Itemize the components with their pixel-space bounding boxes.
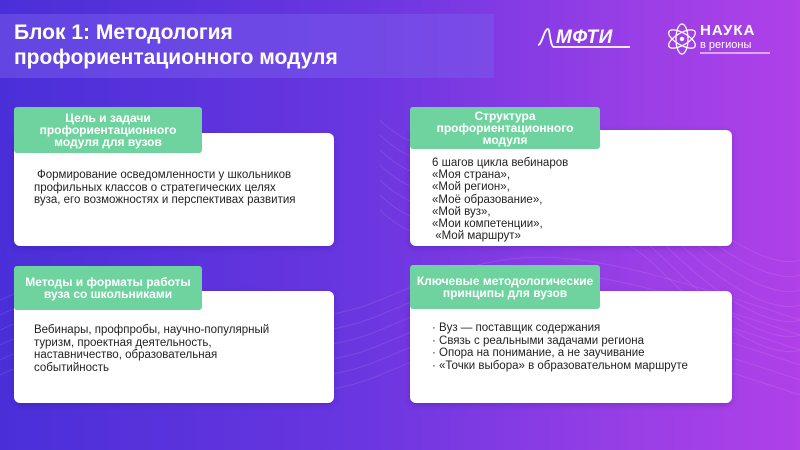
structure-line: «Мой регион»,	[432, 181, 510, 194]
atom-logo-icon	[665, 22, 699, 56]
principles-label: Ключевые методологические принципы для вузов	[410, 265, 600, 309]
principle-item: · Опора на понимание, а не заучивание	[432, 347, 645, 359]
structure-label: Структура профориентационного модуля	[410, 107, 600, 149]
structure-line: 6 шагов цикла вебинаров	[432, 157, 569, 169]
structure-line: «Моё образование»,	[432, 193, 543, 206]
goals-label: Цель и задачи профориентационного модуля для вузов	[14, 107, 202, 153]
nauka-logo-tagline-line	[700, 52, 770, 54]
page-title	[14, 20, 484, 70]
structure-line: «Моя страна»,	[432, 169, 511, 182]
structure-line: «Мои компетенции»,	[432, 218, 543, 231]
page-title-line1: Блок 1: Методология	[14, 21, 233, 44]
goals-text: Формирование осведомленности у школьников профильных классов о стратегических целях вуза, его возможностях и перспективах развития	[34, 169, 296, 206]
structure-line: «Мой вуз»,	[432, 205, 491, 218]
principle-item: · «Точки выбора» в образовательном маршруте	[432, 359, 688, 372]
principle-item: · Вуз — поставщик содержания	[432, 322, 601, 334]
structure-text	[432, 157, 712, 242]
nauka-logo-word: НАУКА	[700, 22, 756, 39]
methods-text: Вебинары, профпробы, научно-популярный туризм, проектная деятельность, наставничество, образовательная событийность	[34, 324, 270, 374]
page-title-line2: профориентационного модуля	[14, 46, 338, 69]
mipt-logo-text: МФТИ	[556, 27, 613, 48]
nauka-logo-sub: в регионы	[700, 39, 752, 51]
principle-item: · Связь с реальными задачами региона	[432, 334, 644, 347]
structure-line: «Мой маршрут»	[432, 230, 521, 243]
principles-list	[432, 322, 702, 372]
methods-label: Методы и форматы работы вуза со школьниками	[14, 266, 202, 310]
